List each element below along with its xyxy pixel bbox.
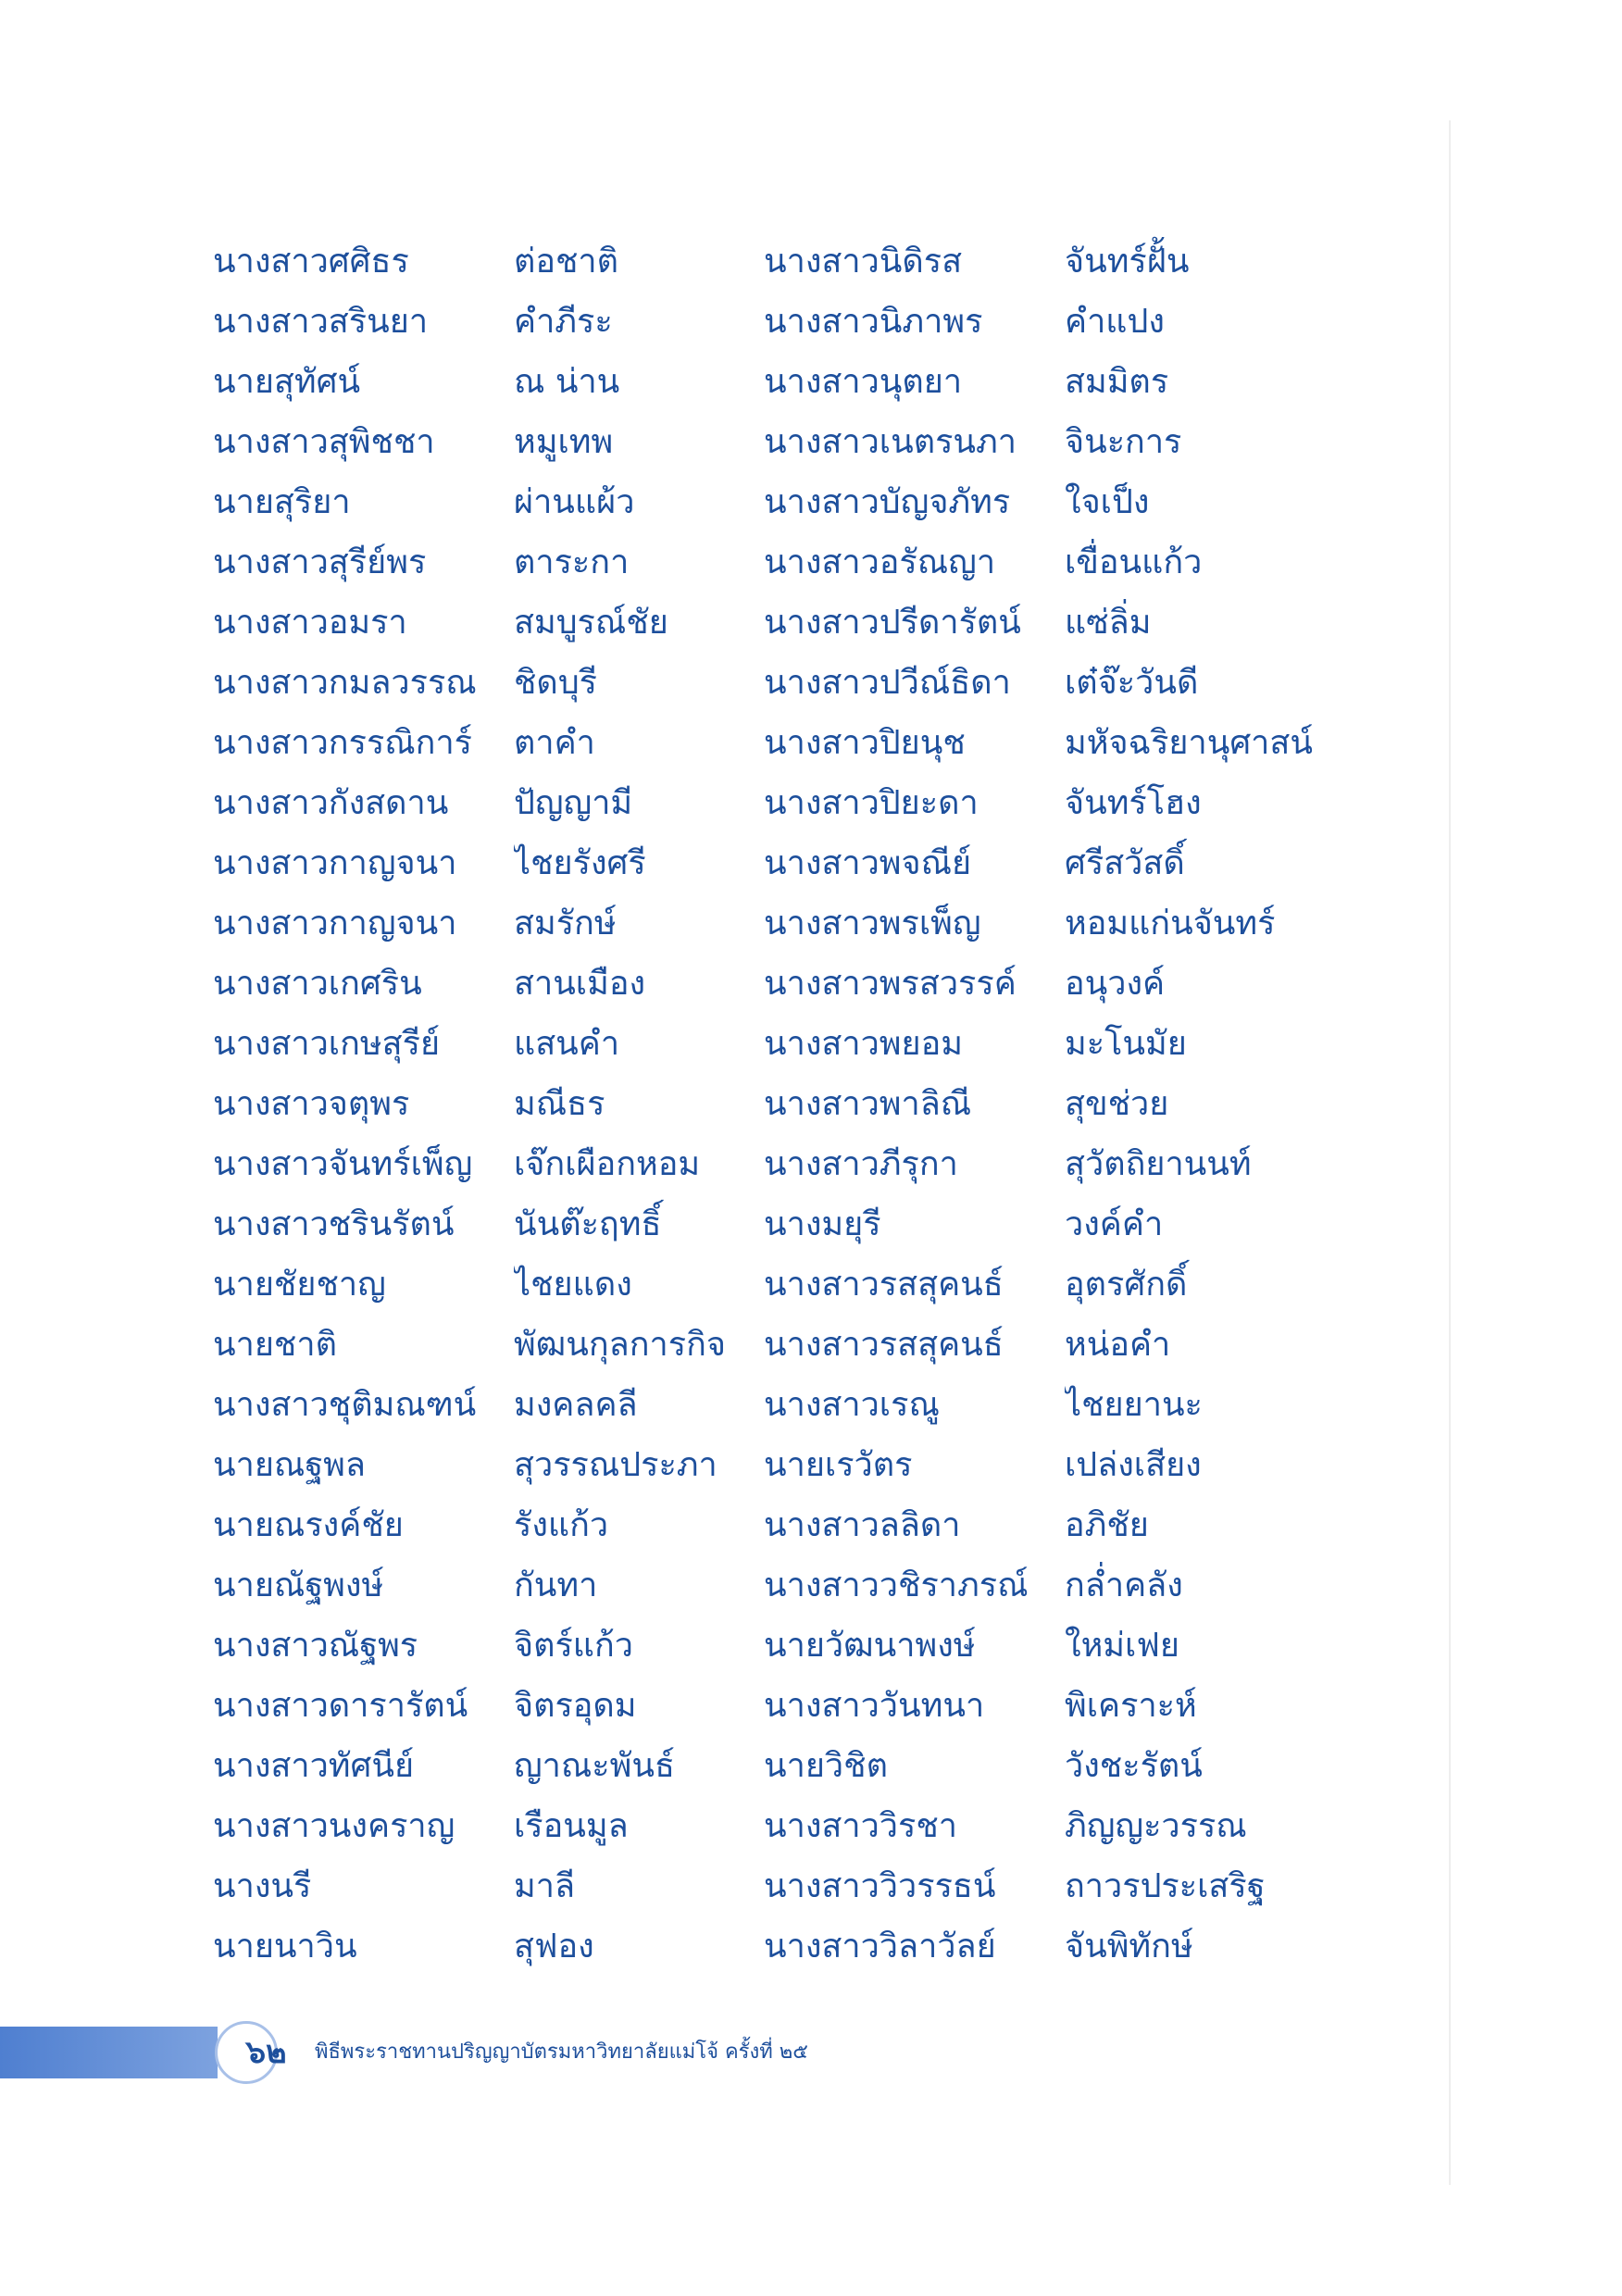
first-name-left: นางสาวสรินยา — [213, 303, 429, 341]
last-name-right: เต๋จ๊ะวันดี — [1065, 664, 1199, 702]
last-name-right: ใหม่เฟย — [1065, 1627, 1179, 1665]
graduate-name-list — [0, 231, 1622, 1972]
last-name-left: เรือนมูล — [514, 1807, 629, 1845]
footer-color-band — [0, 2027, 218, 2078]
name-row — [0, 833, 1622, 893]
last-name-right: จินะการ — [1065, 423, 1182, 461]
first-name-right: นางสาวรสสุคนธ์ — [764, 1326, 1004, 1364]
last-name-left: จิตรอุดม — [514, 1687, 637, 1725]
last-name-left: พัฒนกุลการกิจ — [514, 1326, 726, 1364]
last-name-left: ตาระกา — [514, 543, 630, 581]
name-row — [0, 954, 1622, 1014]
first-name-left: นางนรี — [213, 1867, 312, 1905]
first-name-left: นางสาวกรรณิการ์ — [213, 724, 473, 762]
first-name-right: นางสาวเรณู — [764, 1386, 940, 1424]
first-name-right: นางสาวลลิดา — [764, 1506, 961, 1544]
page-number: ๖๒ — [245, 2034, 287, 2071]
last-name-right: สมมิตร — [1065, 363, 1169, 401]
first-name-right: นางสาววิลาวัลย์ — [764, 1928, 996, 1965]
name-row — [0, 412, 1622, 472]
name-row — [0, 352, 1622, 412]
first-name-left: นางสาวชุติมณฑน์ — [213, 1386, 477, 1424]
first-name-right: นางสาวนิดิรส — [764, 243, 963, 281]
name-row — [0, 713, 1622, 773]
last-name-left: ณ น่าน — [514, 363, 620, 401]
last-name-right: อภิชัย — [1065, 1506, 1149, 1544]
last-name-left: หมูเทพ — [514, 423, 614, 461]
name-row — [0, 653, 1622, 713]
last-name-right: กล่ำคลัง — [1065, 1566, 1183, 1604]
last-name-left: สุวรรณประภา — [514, 1446, 717, 1484]
first-name-right: นางสาวพยอม — [764, 1025, 963, 1063]
first-name-left: นางสาวชรินรัตน์ — [213, 1205, 455, 1243]
first-name-left: นางสาวอมรา — [213, 604, 407, 642]
first-name-right: นางสาวพาลิณี — [764, 1085, 972, 1123]
last-name-left: ปัญญามี — [514, 784, 633, 822]
last-name-right: ศรีสวัสดิ์ — [1065, 844, 1185, 882]
first-name-left: นางสาวณัฐพร — [213, 1627, 418, 1665]
last-name-right: มะโนมัย — [1065, 1025, 1187, 1063]
last-name-left: กันทา — [514, 1566, 598, 1604]
last-name-right: ถาวรประเสริฐ — [1065, 1867, 1266, 1905]
last-name-left: รังแก้ว — [514, 1506, 609, 1544]
name-row — [0, 1375, 1622, 1435]
page-footer — [0, 2021, 808, 2084]
last-name-left: มงคลคลี — [514, 1386, 638, 1424]
name-row — [0, 593, 1622, 653]
last-name-left: แสนคำ — [514, 1025, 620, 1063]
last-name-right: จันพิทักษ์ — [1065, 1928, 1193, 1965]
last-name-right: มหัจฉริยานุศาสน์ — [1065, 724, 1313, 762]
name-row — [0, 532, 1622, 593]
last-name-left: เจ๊กเผือกหอม — [514, 1145, 701, 1183]
first-name-right: นางสาววิรชา — [764, 1807, 958, 1845]
first-name-left: นายณัฐพงษ์ — [213, 1566, 384, 1604]
last-name-right: เปล่งเสียง — [1065, 1446, 1202, 1484]
first-name-left: นางสาวเกษสุรีย์ — [213, 1025, 441, 1063]
name-row — [0, 1254, 1622, 1315]
first-name-right: นางสาวปวีณ์ธิดา — [764, 664, 1011, 702]
last-name-right: อุตรศักดิ์ — [1065, 1266, 1188, 1304]
name-row — [0, 1796, 1622, 1856]
first-name-left: นายนาวิน — [213, 1928, 357, 1965]
footer-title: พิธีพระราชทานปริญญาบัตรมหาวิทยาลัยแม่โจ้ ครั้งที่ ๒๕ — [315, 2040, 808, 2064]
first-name-left: นางสาวจตุพร — [213, 1085, 410, 1123]
first-name-right: นางสาวบัญจภัทร — [764, 483, 1011, 521]
name-row — [0, 1616, 1622, 1676]
last-name-right: พิเคราะห์ — [1065, 1687, 1197, 1725]
last-name-left: ตาคำ — [514, 724, 595, 762]
first-name-right: นายวิชิต — [764, 1747, 888, 1785]
last-name-right: คำแปง — [1065, 303, 1165, 341]
last-name-left: สานเมือง — [514, 965, 646, 1003]
last-name-right: จันทร์ฝั้น — [1065, 243, 1190, 281]
first-name-left: นายชาติ — [213, 1326, 337, 1364]
last-name-left: ไชยแดง — [514, 1266, 632, 1304]
last-name-left: มาลี — [514, 1867, 576, 1905]
first-name-right: นางสาวนิภาพร — [764, 303, 983, 341]
first-name-left: นางสาวเกศริน — [213, 965, 422, 1003]
last-name-right: หอมแก่นจันทร์ — [1065, 905, 1276, 942]
first-name-right: นางสาวพรเพ็ญ — [764, 905, 981, 942]
last-name-right: สุวัตถิยานนท์ — [1065, 1145, 1252, 1183]
first-name-left: นางสาวนงคราญ — [213, 1807, 455, 1845]
first-name-right: นายเรวัตร — [764, 1446, 913, 1484]
first-name-right: นางสาวอรัณญา — [764, 543, 996, 581]
last-name-right: ไชยยานะ — [1065, 1386, 1203, 1424]
last-name-left: สมบูรณ์ชัย — [514, 604, 668, 642]
last-name-left: ต่อชาติ — [514, 243, 619, 281]
name-row — [0, 1916, 1622, 1977]
first-name-right: นางมยุรี — [764, 1205, 881, 1243]
name-row — [0, 773, 1622, 833]
last-name-left: คำภีระ — [514, 303, 613, 341]
first-name-left: นายณรงค์ชัย — [213, 1506, 404, 1544]
last-name-left: นันต๊ะฤทธิ์ — [514, 1205, 662, 1243]
first-name-left: นางสาวกังสดาน — [213, 784, 449, 822]
last-name-right: เขื่อนแก้ว — [1065, 543, 1203, 581]
first-name-right: นางสาววชิราภรณ์ — [764, 1566, 1029, 1604]
last-name-left: จิตร์แก้ว — [514, 1627, 634, 1665]
last-name-left: สมรักษ์ — [514, 905, 617, 942]
last-name-left: ชิดบุรี — [514, 664, 597, 702]
name-row — [0, 1736, 1622, 1796]
name-row — [0, 292, 1622, 352]
first-name-left: นางสาวทัศนีย์ — [213, 1747, 415, 1785]
name-row — [0, 1435, 1622, 1495]
name-row — [0, 472, 1622, 532]
first-name-right: นางสาวปิยะดา — [764, 784, 979, 822]
name-row — [0, 1856, 1622, 1916]
last-name-right: ใจเป็ง — [1065, 483, 1150, 521]
last-name-right: ภิญญะวรรณ — [1065, 1807, 1247, 1845]
first-name-right: นางสาวรสสุคนธ์ — [764, 1266, 1004, 1304]
last-name-right: แซ่ลิ่ม — [1065, 604, 1152, 642]
first-name-left: นายชัยชาญ — [213, 1266, 386, 1304]
first-name-right: นางสาวภีรุกา — [764, 1145, 958, 1183]
last-name-left: สุฟอง — [514, 1928, 594, 1965]
last-name-right: วงค์คำ — [1065, 1205, 1164, 1243]
first-name-right: นางสาวนุตยา — [764, 363, 963, 401]
last-name-right: จันทร์โฮง — [1065, 784, 1202, 822]
last-name-right: หน่อคำ — [1065, 1326, 1171, 1364]
name-row — [0, 1134, 1622, 1194]
first-name-left: นางสาวศศิธร — [213, 243, 409, 281]
first-name-right: นางสาวเนตรนภา — [764, 423, 1017, 461]
name-row — [0, 1495, 1622, 1555]
first-name-left: นายสุทัศน์ — [213, 363, 361, 401]
last-name-left: มณีธร — [514, 1085, 605, 1123]
first-name-left: นายณฐพล — [213, 1446, 366, 1484]
first-name-right: นายวัฒนาพงษ์ — [764, 1627, 976, 1665]
last-name-right: สุขช่วย — [1065, 1085, 1169, 1123]
first-name-right: นางสาววันทนา — [764, 1687, 985, 1725]
first-name-right: นางสาวพรสวรรค์ — [764, 965, 1017, 1003]
first-name-left: นางสาวสุรีย์พร — [213, 543, 427, 581]
first-name-right: นางสาวปิยนุช — [764, 724, 966, 762]
last-name-left: ไชยรังศรี — [514, 844, 646, 882]
name-row — [0, 1315, 1622, 1375]
name-row — [0, 1676, 1622, 1736]
last-name-right: อนุวงค์ — [1065, 965, 1166, 1003]
name-row — [0, 1194, 1622, 1254]
first-name-left: นางสาวกาญจนา — [213, 844, 457, 882]
name-row — [0, 231, 1622, 292]
first-name-left: นายสุริยา — [213, 483, 351, 521]
last-name-right: วังชะรัตน์ — [1065, 1747, 1203, 1785]
first-name-left: นางสาวกมลวรรณ — [213, 664, 477, 702]
name-row — [0, 1074, 1622, 1134]
last-name-left: ญาณะพันธ์ — [514, 1747, 675, 1785]
first-name-left: นางสาวจันทร์เพ็ญ — [213, 1145, 473, 1183]
name-row — [0, 1014, 1622, 1074]
first-name-left: นางสาวกาญจนา — [213, 905, 457, 942]
first-name-right: นางสาวพจณีย์ — [764, 844, 972, 882]
first-name-left: นางสาวดารารัตน์ — [213, 1687, 468, 1725]
first-name-right: นางสาวปรีดารัตน์ — [764, 604, 1021, 642]
name-row — [0, 1555, 1622, 1616]
first-name-left: นางสาวสุพิชชา — [213, 423, 435, 461]
last-name-left: ผ่านแผ้ว — [514, 483, 635, 521]
first-name-right: นางสาววิวรรธน์ — [764, 1867, 996, 1905]
name-row — [0, 893, 1622, 954]
